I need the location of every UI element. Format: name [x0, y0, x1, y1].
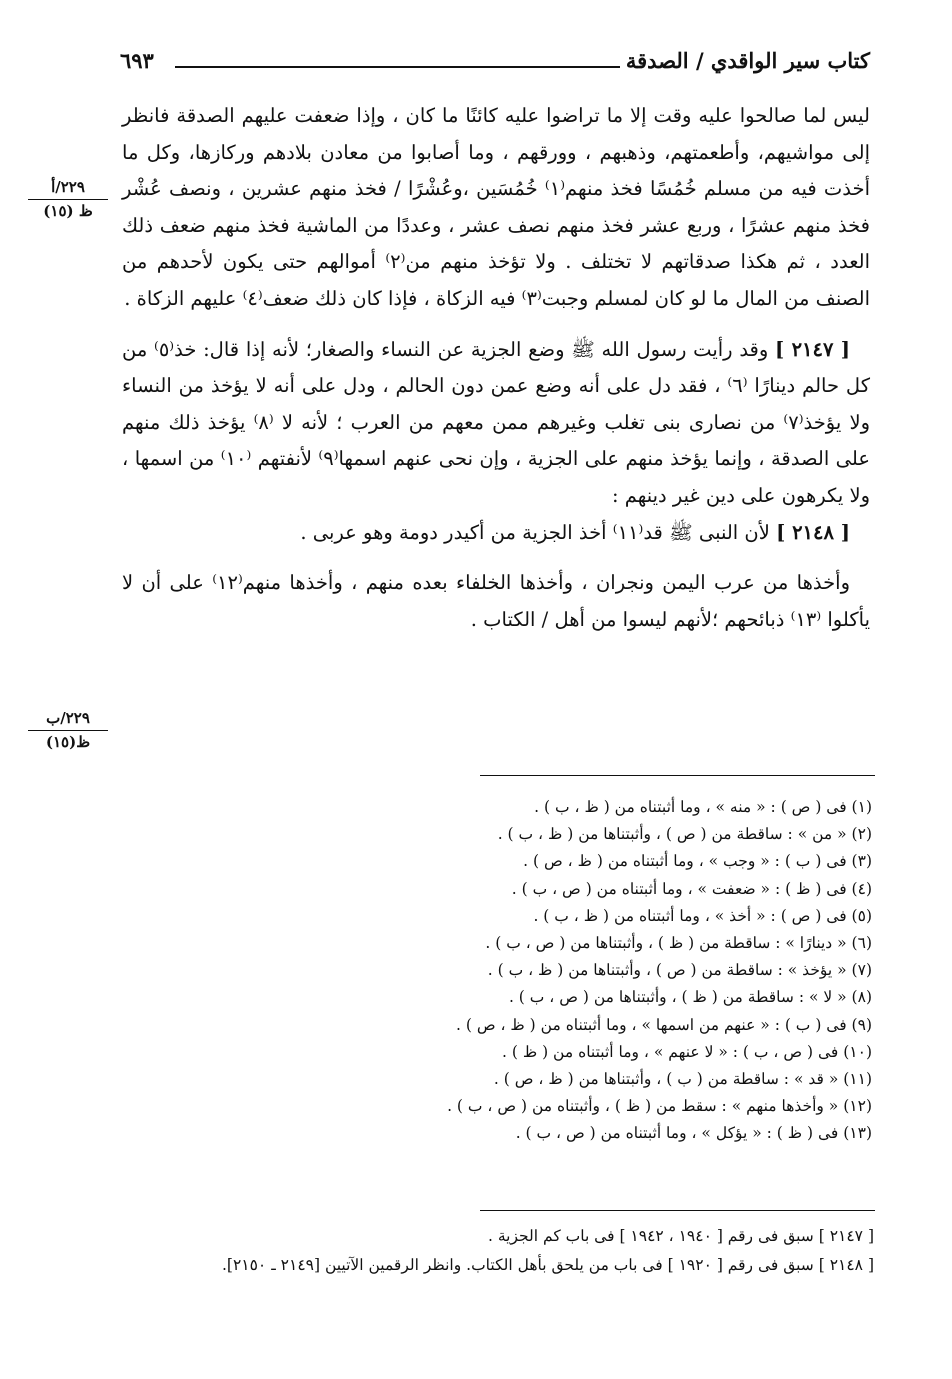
margin-manuscript-ref: ظ(١٥) [45, 733, 91, 751]
footnote-item: (٩) فى ( ب ) : « عنهم من اسمها » ، وما أثبتناه من ( ظ ، ص ) . [456, 1015, 872, 1034]
margin-folio-note-1 [28, 176, 108, 222]
main-text [122, 98, 870, 638]
footnote-item: (١٣) فى ( ظ ) : « يؤكل » ، وما أثبتناه من ( ص ، ب ) . [515, 1124, 872, 1143]
paragraph-4: وأخذها من عرب اليمن ونجران ، وأخذها الخلفاء بعده منهم ، وأخذها منهم⁽١٢⁾ على أن لا يأكلوا ⁽١٣⁾ ذبائحهم ؛لأنهم ليسوا من أهل / الكتاب . [122, 571, 870, 631]
paragraph-3 [122, 515, 870, 552]
footnote-rule [480, 775, 875, 776]
footnote-item: (٣) فى ( ب ) : « وجب » ، وما أثبتناه من ( ظ ، ص ) . [523, 852, 872, 871]
running-header [120, 48, 870, 84]
page-number: ٦٩٣ [120, 48, 154, 73]
cross-reference-item: [ ٢١٤٨ ] سبق فى رقم [ ١٩٢٠ ] فى باب من يلحق بأهل الكتاب. وانظر الرقمين الآتيين [٢١٤٩ ـ ٢١٥٠]. [221, 1256, 874, 1274]
footnote-item: (٤) فى ( ظ ) : « ضعفت » ، وما أثبتناه من ( ص ، ب ) . [511, 879, 872, 898]
entry-number: [ ٢١٤٨ ] [776, 520, 850, 544]
footnote-item: (٧) « يؤخذ » : ساقطة من ( ص ) ، وأثبتناها من ( ظ ، ب ) . [487, 961, 872, 980]
entry-number: [ ٢١٤٧ ] [775, 337, 851, 361]
header-rule [175, 66, 620, 68]
paragraph-3-text: لأن النبى ﷺ قد⁽١١⁾ أخذ الجزية من أكيدر دومة وهو عربى . [300, 520, 770, 544]
margin-folio-ref: ٢٢٩/أ [28, 176, 108, 200]
margin-manuscript-ref: ظ (١٥) [43, 202, 93, 220]
footnote-item: (٦) « دينارًا » : ساقطة من ( ظ ) ، وأثبتناها من ( ص ، ب ) . [485, 934, 872, 953]
header-title: كتاب سير الواقدي / الصدقة [625, 48, 870, 73]
margin-folio-note-2 [28, 707, 108, 753]
paragraph-1: ليس لما صالحوا عليه وقت إلا ما تراضوا عليه كائنًا ما كان ، وإذا ضعفت عليهم الصدقة فانظر إلى مواشيهم، وأطعمتهم، وذهبهم ، وورقهم ، وما أصابوا من معادن بلادهم وركازها، وكل ما أخذت فيه من مسلم خُمُسًا فخذ منهم⁽١⁾ خُمُسَين ،وعُشْرًا / فخذ منهم عشرين ، ونصف عُشْر فخذ منهم عشرًا ، وربع عشر فخذ منهم نصف عشر ، وعددًا من الماشية فخذ منهم ضعف ذلك العدد ، ثم هكذا صدقاتهم لا تختلف . ولا تؤخذ منهم من⁽٢⁾ أموالهم حتى يكون لأحدهم من الصنف من المال ما لو كان لمسلم وجبت⁽٣⁾ فيه الزكاة ، فإذا كان ذلك ضعف⁽٤⁾ عليهم الزكاة . [122, 104, 870, 310]
footnote-item: (١) فى ( ص ) : « منه » ، وما أثبتناه من ( ظ ، ب ) . [534, 798, 872, 816]
cross-references [140, 1222, 874, 1280]
footnotes-list [380, 794, 872, 1148]
margin-folio-ref: ٢٢٩/ب [28, 707, 108, 731]
footnote-item: (٥) فى ( ص ) : « أخذ » ، وما أثبتناه من ( ظ ، ب ) . [533, 906, 872, 925]
paragraph-2-text: وقد رأيت رسول الله ﷺ وضع الجزية عن النساء والصغار؛ لأنه إذا قال: خذ⁽٥⁾ من كل حالم دينارًا ⁽٦⁾ ، فقد دل على أنه وضع عمن دون الحالم ، ودل على أنه لا يؤخذ من النساء ولا يؤخذ⁽٧⁾ من نصارى بنى تغلب وغيرهم ممن معهم من العرب ؛ لأنه لا ⁽٨⁾ يؤخذ ذلك منهم على الصدقة ، وإنما يؤخذ منهم على الجزية ، وإن نحى عنهم اسمها⁽٩⁾ لأنفتهم ⁽١٠⁾ من اسمها ، ولا يكرهون على دين غير دينهم : [122, 337, 870, 507]
cross-reference-item: [ ٢١٤٧ ] سبق فى رقم [ ١٩٤٠ ، ١٩٤٢ ] فى باب كم الجزية . [488, 1227, 874, 1245]
footnote-item: (١٢) « وأخذها منهم » : سقط من ( ظ ) ، وأثبتناه من ( ص ، ب ) . [447, 1097, 872, 1116]
paragraph-2 [122, 332, 870, 515]
footnote-item: (٨) « لا » : ساقطة من ( ظ ) ، وأثبتناها من ( ص ، ب ) . [508, 988, 872, 1007]
references-rule [480, 1210, 875, 1211]
footnote-item: (٢) « من » : ساقطة من ( ص ) ، وأثبتناها من ( ظ ، ب ) . [497, 825, 872, 844]
footnote-item: (١٠) فى ( ص ، ب ) : « لا عنهم » ، وما أثبتناه من ( ظ ) . [501, 1042, 872, 1061]
footnote-item: (١١) « قد » : ساقطة من ( ب ) ، وأثبتناها من ( ظ ، ص ) . [493, 1070, 872, 1089]
